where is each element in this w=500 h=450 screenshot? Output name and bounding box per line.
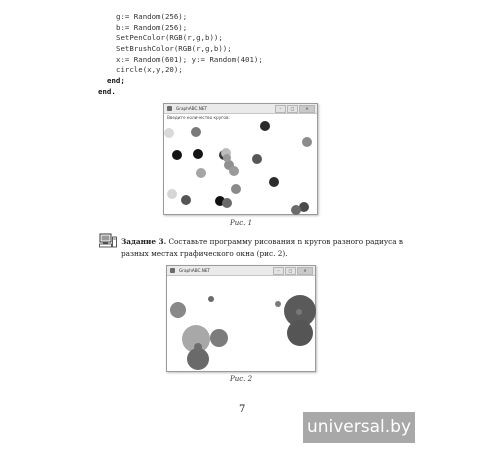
drawing-canvas [164,122,317,214]
watermark-logo: universal.by [303,412,415,443]
drawn-circle [191,127,201,137]
drawn-circle [170,302,186,318]
code-line: end; [107,76,125,86]
graphabc-window-1 [163,103,318,215]
drawn-circle [193,149,203,159]
drawn-circle [164,128,174,138]
app-icon [167,106,172,111]
drawn-circle [296,309,302,315]
code-line: SetPenColor(RGB(r,g,b)); [116,33,223,43]
drawn-circle [222,198,232,208]
page-number: 7 [239,404,246,415]
minimize-button[interactable]: – [275,105,286,113]
code-line: x:= Random(601); y:= Random(401); [116,54,263,64]
code-line: b:= Random(256); [116,22,188,32]
drawn-circle [210,329,228,347]
prompt-text: Введите количество кругов: [167,115,230,120]
close-button[interactable]: ✕ [299,105,315,113]
code-line: g:= Random(256); [116,12,188,21]
task-text [121,236,411,260]
drawn-circle [287,320,313,346]
close-button[interactable]: ✕ [297,267,313,275]
drawn-circle [302,137,312,147]
minimize-button[interactable]: – [273,267,284,275]
window-titlebar [164,104,317,114]
drawn-circle [187,348,209,370]
drawn-circle [291,205,301,215]
task-label: Задание 3. [121,237,167,246]
maximize-button[interactable]: □ [287,105,298,113]
window-title: GraphABC.NET [179,268,211,273]
drawn-circle [196,168,206,178]
drawing-canvas [167,276,315,371]
graphabc-window-2 [166,265,316,372]
drawn-circle [231,184,241,194]
maximize-button[interactable]: □ [285,267,296,275]
drawn-circle [167,189,177,199]
drawn-circle [208,296,214,302]
drawn-circle [223,154,231,162]
drawn-circle [252,154,262,164]
drawn-circle [269,177,279,187]
drawn-circle [229,166,239,176]
drawn-circle [260,121,270,131]
figure-caption: Рис. 2 [230,375,253,383]
code-line: end. [98,86,116,96]
code-line: circle(x,y,20); [116,65,183,75]
drawn-circle [275,301,281,307]
computer-task-icon [99,233,117,249]
window-title: GraphABC.NET [176,106,208,111]
drawn-circle [194,343,202,351]
task-body: Составьте программу рисования n кругов разного радиуса в разных местах графического окна (рис. 2). [121,237,404,258]
drawn-circle [172,150,182,160]
app-icon [170,268,175,273]
code-listing [98,12,263,98]
code-line: SetBrushColor(RGB(r,g,b)); [116,44,232,54]
figure-caption: Рис. 1 [230,219,253,227]
window-titlebar [167,266,315,276]
drawn-circle [181,195,191,205]
